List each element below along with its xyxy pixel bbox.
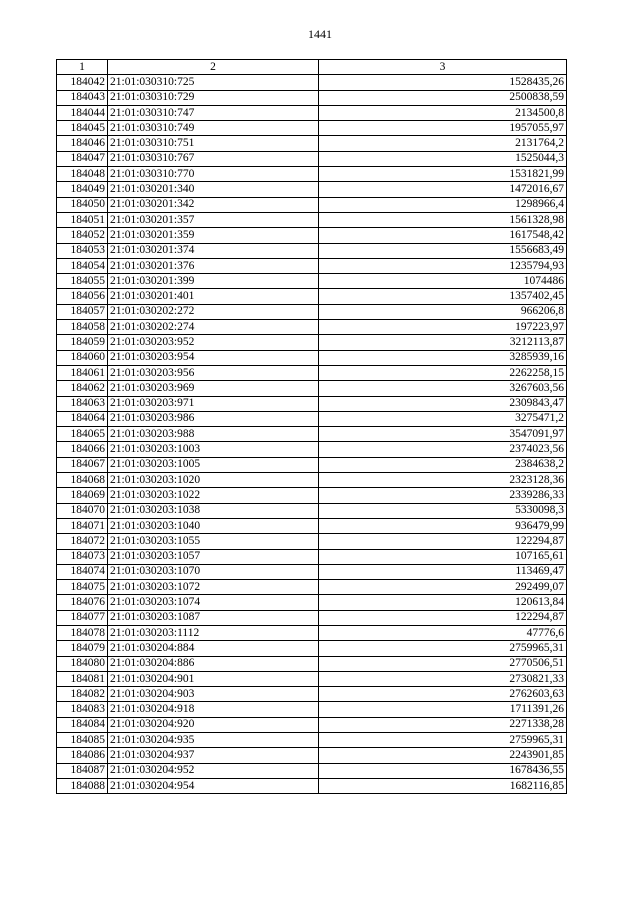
row-number-cell: 184059 <box>57 335 108 350</box>
table-row <box>57 335 567 350</box>
row-number-cell: 184073 <box>57 549 108 564</box>
table-row <box>57 320 567 335</box>
row-number-cell: 184054 <box>57 258 108 273</box>
cadastral-number-cell: 21:01:030204:952 <box>108 763 319 778</box>
cadastral-number-cell: 21:01:030203:1074 <box>108 595 319 610</box>
table-row <box>57 105 567 120</box>
value-cell: 122294,87 <box>319 534 567 549</box>
row-number-cell: 184079 <box>57 641 108 656</box>
row-number-cell: 184082 <box>57 687 108 702</box>
table-row <box>57 136 567 151</box>
row-number-cell: 184062 <box>57 381 108 396</box>
cadastral-number-cell: 21:01:030310:749 <box>108 121 319 136</box>
column-header-2: 2 <box>108 60 319 75</box>
table-row <box>57 748 567 763</box>
row-number-cell: 184076 <box>57 595 108 610</box>
table-row <box>57 197 567 212</box>
table-row <box>57 549 567 564</box>
value-cell: 2339286,33 <box>319 488 567 503</box>
table-row <box>57 289 567 304</box>
table-row <box>57 396 567 411</box>
value-cell: 120613,84 <box>319 595 567 610</box>
row-number-cell: 184060 <box>57 350 108 365</box>
table-row <box>57 365 567 380</box>
table-row <box>57 427 567 442</box>
value-cell: 2309843,47 <box>319 396 567 411</box>
table-row <box>57 121 567 136</box>
table-row <box>57 518 567 533</box>
cadastral-number-cell: 21:01:030201:374 <box>108 243 319 258</box>
table-row <box>57 167 567 182</box>
row-number-cell: 184088 <box>57 778 108 793</box>
value-cell: 1235794,93 <box>319 258 567 273</box>
row-number-cell: 184084 <box>57 717 108 732</box>
cadastral-number-cell: 21:01:030204:918 <box>108 702 319 717</box>
row-number-cell: 184061 <box>57 365 108 380</box>
cadastral-number-cell: 21:01:030203:954 <box>108 350 319 365</box>
row-number-cell: 184069 <box>57 488 108 503</box>
row-number-cell: 184066 <box>57 442 108 457</box>
row-number-cell: 184087 <box>57 763 108 778</box>
cadastral-number-cell: 21:01:030204:901 <box>108 671 319 686</box>
value-cell: 1298966,4 <box>319 197 567 212</box>
value-cell: 966206,8 <box>319 304 567 319</box>
table-row <box>57 151 567 166</box>
cadastral-number-cell: 21:01:030203:1022 <box>108 488 319 503</box>
value-cell: 107165,61 <box>319 549 567 564</box>
value-cell: 2384638,2 <box>319 457 567 472</box>
cadastral-number-cell: 21:01:030203:969 <box>108 381 319 396</box>
value-cell: 2374023,56 <box>319 442 567 457</box>
cadastral-number-cell: 21:01:030203:1020 <box>108 473 319 488</box>
table-row <box>57 580 567 595</box>
value-cell: 113469,47 <box>319 564 567 579</box>
value-cell: 1472016,67 <box>319 182 567 197</box>
value-cell: 1525044,3 <box>319 151 567 166</box>
table-row <box>57 534 567 549</box>
cadastral-number-cell: 21:01:030310:770 <box>108 167 319 182</box>
row-number-cell: 184075 <box>57 580 108 595</box>
cadastral-number-cell: 21:01:030201:340 <box>108 182 319 197</box>
table-row <box>57 228 567 243</box>
value-cell: 47776,6 <box>319 625 567 640</box>
table-row <box>57 212 567 227</box>
table-row <box>57 763 567 778</box>
cadastral-number-cell: 21:01:030203:1057 <box>108 549 319 564</box>
row-number-cell: 184080 <box>57 656 108 671</box>
row-number-cell: 184053 <box>57 243 108 258</box>
cadastral-number-cell: 21:01:030310:767 <box>108 151 319 166</box>
table-row <box>57 473 567 488</box>
value-cell: 3275471,2 <box>319 411 567 426</box>
value-cell: 1678436,55 <box>319 763 567 778</box>
value-cell: 3547091,97 <box>319 427 567 442</box>
row-number-cell: 184072 <box>57 534 108 549</box>
cadastral-number-cell: 21:01:030204:920 <box>108 717 319 732</box>
table-row <box>57 457 567 472</box>
cadastral-number-cell: 21:01:030204:884 <box>108 641 319 656</box>
value-cell: 1617548,42 <box>319 228 567 243</box>
row-number-cell: 184071 <box>57 518 108 533</box>
row-number-cell: 184078 <box>57 625 108 640</box>
header-row <box>57 60 567 75</box>
value-cell: 1528435,26 <box>319 75 567 90</box>
cadastral-number-cell: 21:01:030203:1055 <box>108 534 319 549</box>
value-cell: 1682116,85 <box>319 778 567 793</box>
cadastral-number-cell: 21:01:030202:272 <box>108 304 319 319</box>
row-number-cell: 184077 <box>57 610 108 625</box>
cadastral-number-cell: 21:01:030204:937 <box>108 748 319 763</box>
table-row <box>57 595 567 610</box>
row-number-cell: 184043 <box>57 90 108 105</box>
cadastral-number-cell: 21:01:030203:1070 <box>108 564 319 579</box>
table-row <box>57 182 567 197</box>
value-cell: 122294,87 <box>319 610 567 625</box>
cadastral-number-cell: 21:01:030203:971 <box>108 396 319 411</box>
value-cell: 1556683,49 <box>319 243 567 258</box>
cadastral-number-cell: 21:01:030310:729 <box>108 90 319 105</box>
page-number: 1441 <box>308 27 332 41</box>
cadastral-number-cell: 21:01:030310:725 <box>108 75 319 90</box>
row-number-cell: 184067 <box>57 457 108 472</box>
value-cell: 5330098,3 <box>319 503 567 518</box>
cadastral-number-cell: 21:01:030310:751 <box>108 136 319 151</box>
value-cell: 2262258,15 <box>319 365 567 380</box>
value-cell: 1561328,98 <box>319 212 567 227</box>
column-header-1: 1 <box>57 60 108 75</box>
cadastral-number-cell: 21:01:030204:903 <box>108 687 319 702</box>
table-row <box>57 274 567 289</box>
row-number-cell: 184064 <box>57 411 108 426</box>
row-number-cell: 184056 <box>57 289 108 304</box>
table-row <box>57 411 567 426</box>
table-row <box>57 778 567 793</box>
cadastral-number-cell: 21:01:030204:954 <box>108 778 319 793</box>
row-number-cell: 184083 <box>57 702 108 717</box>
table-row <box>57 641 567 656</box>
value-cell: 1957055,97 <box>319 121 567 136</box>
table-row <box>57 488 567 503</box>
table-row <box>57 75 567 90</box>
cadastral-number-cell: 21:01:030203:1040 <box>108 518 319 533</box>
cadastral-number-cell: 21:01:030201:401 <box>108 289 319 304</box>
table-row <box>57 625 567 640</box>
row-number-cell: 184055 <box>57 274 108 289</box>
table-body <box>57 75 567 794</box>
table-row <box>57 671 567 686</box>
value-cell: 936479,99 <box>319 518 567 533</box>
value-cell: 2762603,63 <box>319 687 567 702</box>
row-number-cell: 184045 <box>57 121 108 136</box>
value-cell: 2134500,8 <box>319 105 567 120</box>
cadastral-number-cell: 21:01:030204:886 <box>108 656 319 671</box>
cadastral-number-cell: 21:01:030203:988 <box>108 427 319 442</box>
cadastral-number-cell: 21:01:030203:986 <box>108 411 319 426</box>
value-cell: 2243901,85 <box>319 748 567 763</box>
table-row <box>57 442 567 457</box>
table-row <box>57 610 567 625</box>
cadastral-number-cell: 21:01:030203:1003 <box>108 442 319 457</box>
cadastral-number-cell: 21:01:030201:399 <box>108 274 319 289</box>
cadastral-number-cell: 21:01:030203:1005 <box>108 457 319 472</box>
value-cell: 3212113,87 <box>319 335 567 350</box>
row-number-cell: 184058 <box>57 320 108 335</box>
row-number-cell: 184047 <box>57 151 108 166</box>
register-table <box>56 59 567 794</box>
row-number-cell: 184048 <box>57 167 108 182</box>
table-row <box>57 687 567 702</box>
row-number-cell: 184044 <box>57 105 108 120</box>
table-row <box>57 304 567 319</box>
row-number-cell: 184049 <box>57 182 108 197</box>
value-cell: 2759965,31 <box>319 733 567 748</box>
cadastral-number-cell: 21:01:030203:1112 <box>108 625 319 640</box>
cadastral-number-cell: 21:01:030203:952 <box>108 335 319 350</box>
value-cell: 1711391,26 <box>319 702 567 717</box>
value-cell: 2131764,2 <box>319 136 567 151</box>
row-number-cell: 184065 <box>57 427 108 442</box>
cadastral-number-cell: 21:01:030203:1038 <box>108 503 319 518</box>
table-row <box>57 656 567 671</box>
value-cell: 1357402,45 <box>319 289 567 304</box>
cadastral-number-cell: 21:01:030203:1087 <box>108 610 319 625</box>
value-cell: 1074486 <box>319 274 567 289</box>
cadastral-number-cell: 21:01:030201:359 <box>108 228 319 243</box>
cadastral-number-cell: 21:01:030203:956 <box>108 365 319 380</box>
cadastral-number-cell: 21:01:030310:747 <box>108 105 319 120</box>
row-number-cell: 184086 <box>57 748 108 763</box>
value-cell: 2730821,33 <box>319 671 567 686</box>
table-row <box>57 381 567 396</box>
table-row <box>57 350 567 365</box>
row-number-cell: 184074 <box>57 564 108 579</box>
cadastral-number-cell: 21:01:030204:935 <box>108 733 319 748</box>
value-cell: 3285939,16 <box>319 350 567 365</box>
value-cell: 2323128,36 <box>319 473 567 488</box>
row-number-cell: 184057 <box>57 304 108 319</box>
row-number-cell: 184042 <box>57 75 108 90</box>
table-row <box>57 258 567 273</box>
row-number-cell: 184063 <box>57 396 108 411</box>
value-cell: 3267603,56 <box>319 381 567 396</box>
row-number-cell: 184068 <box>57 473 108 488</box>
value-cell: 2271338,28 <box>319 717 567 732</box>
value-cell: 197223,97 <box>319 320 567 335</box>
row-number-cell: 184052 <box>57 228 108 243</box>
table-row <box>57 90 567 105</box>
table-row <box>57 733 567 748</box>
value-cell: 292499,07 <box>319 580 567 595</box>
row-number-cell: 184051 <box>57 212 108 227</box>
cadastral-number-cell: 21:01:030201:376 <box>108 258 319 273</box>
value-cell: 1531821,99 <box>319 167 567 182</box>
row-number-cell: 184081 <box>57 671 108 686</box>
table-row <box>57 564 567 579</box>
table-row <box>57 702 567 717</box>
cadastral-number-cell: 21:01:030201:357 <box>108 212 319 227</box>
table-row <box>57 503 567 518</box>
row-number-cell: 184070 <box>57 503 108 518</box>
table-row <box>57 243 567 258</box>
row-number-cell: 184050 <box>57 197 108 212</box>
table-header <box>57 60 567 75</box>
table-row <box>57 717 567 732</box>
row-number-cell: 184085 <box>57 733 108 748</box>
value-cell: 2759965,31 <box>319 641 567 656</box>
cadastral-number-cell: 21:01:030203:1072 <box>108 580 319 595</box>
value-cell: 2500838,59 <box>319 90 567 105</box>
column-header-3: 3 <box>319 60 567 75</box>
cadastral-number-cell: 21:01:030202:274 <box>108 320 319 335</box>
cadastral-number-cell: 21:01:030201:342 <box>108 197 319 212</box>
row-number-cell: 184046 <box>57 136 108 151</box>
value-cell: 2770506,51 <box>319 656 567 671</box>
